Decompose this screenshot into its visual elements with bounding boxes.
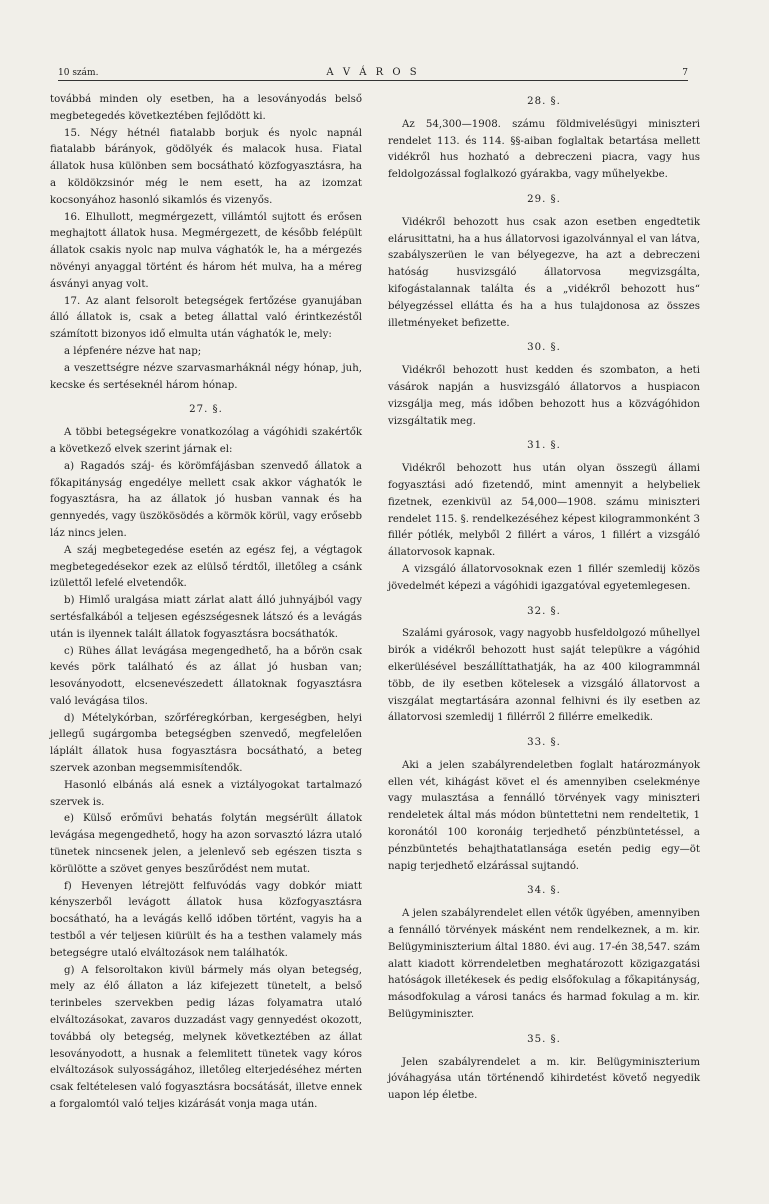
paragraph-17: 17. Az alant felsorolt betegségek fertőzése gyanujában álló állatok is, csak a beteg állattal való érintkezéstől számított bizonyos idő elmulta után vághatók le, mely:: [50, 295, 362, 341]
paragraph-33: Aki a jelen szabályrendeletben foglalt határozmányok ellen vét, kihágást követ el és amennyiben cselekménye vagy mulasztása a fennálló törvények vagy miniszteri rendeletek által más módon büntettetni nem rendeltetik, 1 koronától 100 koronáig terjedhető pénzbüntetéssel, a pénzbüntetés behajthatatlansága esetén pedig egy—öt napig terjedhető elzárással sujtandó.: [388, 759, 700, 872]
paragraph-d-2: Hasonló elbánás alá esnek a viztályogokat tartalmazó szervek is.: [50, 779, 362, 808]
left-column: [50, 92, 362, 1114]
issue-number: 10 szám.: [58, 68, 99, 78]
paragraph-31-b: A vizsgáló állatorvosoknak ezen 1 fillér szemledij közös jövedelmét képezi a vágóhidi igazgatóval egyetemlegesen.: [388, 563, 700, 592]
paragraph-16: 16. Elhullott, megmérgezett, villámtól sujtott és erősen meghajtott állatok husa. Megmérgezett, de később felépült állatok csakis nyolc nap mulva vághatók le, ha a mérgezés növényi anyaggal történt és három hét mulva, ha a méreg ásványi anyag volt.: [50, 211, 362, 290]
paragraph-a-2: A száj megbetegedése esetén az egész fej, a végtagok megbetegedésekor ezek az elülső térdtől, illetőleg a csánk izülettől lefelé elvetendők.: [50, 544, 362, 590]
paragraph-27: A többi betegségekre vonatkozólag a vágóhidi szakértők a következő elvek szerint járnak el:: [50, 427, 362, 455]
paragraph-d: d) Mételykórban, szőrféregkórban, kergeségben, helyi jellegű sugárgomba betegségben szenvedő, megfelelően láplált állatok husa fogyasztásra bocsátható, a beteg szervek azonban megsemmisítendők.: [50, 712, 362, 775]
paragraph-28: Az 54,300—1908. számu földmivelésügyi miniszteri rendelet 113. és 114. §§-aiban foglaltak betartása mellett vidékről hus hozható a debreczeni piacra, vagy hus feldolgozással foglalkozó gyárakba, vagy műhelyekbe.: [388, 118, 700, 181]
paragraph-c: c) Rühes állat levágása megengedhető, ha a bőrön csak kevés pörk található és az állat jó husban van; lesoványodott, elcsenevészedett állatoknak fogyasztásra való levágása tilos.: [50, 645, 362, 707]
paragraph-g: g) A felsoroltakon kivül bármely más olyan betegség, mely az élő állaton a láz kifejezett tünetelt, a belső terinbeles szervekben pedig lázas folyamatra utaló elváltozásokat, zavaros duzzadást vagy gennyedést okozott, továbbá oly betegség, melynek következtében az állat lesoványodott, a husnak a felemlitett tünetek vagy kóros elváltozások sulyosságához, illetőleg elterjedéséhez mérten csak feltételesen való fogyasztásra bocsátását, illetve ennek a forgalomtól való teljes kizárását vonja maga után.: [50, 964, 362, 1111]
journal-title: A V Á R O S: [326, 67, 420, 78]
page-header: [58, 62, 688, 81]
section-heading-34: 34. §.: [527, 885, 561, 897]
paragraph-17-b: a veszettségre nézve szarvasmarháknál négy hónap, juh, kecske és sertéseknél három hónap.: [50, 362, 362, 391]
section-heading-33: 33. §.: [527, 737, 561, 749]
paragraph-35: Jelen szabályrendelet a m. kir. Belügyminiszterium jóváhagyása után történendő kihirdetést követő negyedik uapon lép életbe.: [388, 1056, 700, 1102]
paragraph-a: a) Ragadós száj- és körömfájásban szenvedő állatok a főkapitányság engedélye mellett csak akkor vághatók le fogyasztásra, ha az állatok jó husban vannak és ha gennyedés, vagy üszökösödés a körmök körül, vagy erősebb láz nincs jelen.: [50, 460, 362, 539]
section-heading-31: 31. §.: [527, 440, 561, 452]
paragraph-29: Vidékről behozott hus csak azon esetben engedtetik elárusittatni, ha a hus állatorvosi igazolvánnyal el van látva, szabályszerüen le van bélyegezve, ha azt a debreczeni hatóság husvizsgáló állatorvosa megvizsgálta, kifogástalannak találta és a „vidékről behozott hus“ bélyegzéssel ellátta és ha a hus tulajdonosa az összes illetményeket befizette.: [388, 216, 700, 329]
section-heading-28: 28. §.: [527, 96, 561, 107]
paragraph-30: Vidékről behozott hust kedden és szombaton, a heti vásárok napján a husvizsgáló állatorvos a huspiacon vizsgálja meg, más időben behozott hus a közvágóhidon vizsgáltatik meg.: [388, 365, 700, 427]
section-heading-32: 32. §.: [527, 605, 561, 617]
section-heading-30: 30. §.: [527, 342, 561, 354]
page-number: 7: [682, 68, 688, 78]
paragraph-e: e) Külső erőművi behatás folytán megsérült állatok levágása megengedhető, hogy ha azon sorvasztó lázra utaló tünetek nincsenek jelen, a jelenlevő seb egészen tiszta s körülötte a szövet genyes beszűrődést nem mutat.: [50, 813, 362, 875]
paragraph-31: Vidékről behozott hus után olyan összegü állami fogyasztási adó fizetendő, mint amennyit a helybeliek fizetnek, ezenkivül az 54,000—1908. számu miniszteri rendelet 115. §. rendelkezéséhez képest kilogrammonként 3 fillér pótlék, melyből 2 fillért a város, 1 fillért a vizsgáló állatorvosok kapnak.: [388, 463, 700, 559]
right-column: [388, 92, 700, 1105]
paragraph-34: A jelen szabályrendelet ellen vétők ügyében, amennyiben a fennálló törvények másként nem rendelkeznek, a m. kir. Belügyminiszterium által 1880. évi aug. 17-én 38,547. szám alatt kiadott körrendeletben meghatározott közigazgatási hatóságok illetékesek és pedig elsőfokulag a főkapitányság, másodfokulag a városi tanács és harmad fokulag a m. kir. Belügyminiszter.: [388, 908, 700, 1021]
paragraph-continuation: továbbá minden oly esetben, ha a lesoványodás belső megbetegedés következtében fejlődött ki.: [50, 94, 362, 122]
section-heading-29: 29. §.: [527, 193, 561, 205]
paragraph-f: f) Hevenyen létrejött felfuvódás vagy dobkór miatt kényszerből levágott állatok husa közfogyasztásra bocsátható, ha a levágás kellő időben történt, vagyis ha a testből a vér teljesen kiürült és ha a testhen valamely más betegségre utaló elváltozások nem találhatók.: [50, 880, 362, 959]
paragraph-b: b) Himlő uralgása miatt zárlat alatt álló juhnyájból vagy sertésfalkából a teljesen egészségesnek látszó és a levágás után is ilyennek talált állatok fogyasztásra bocsáthatók.: [50, 595, 362, 640]
paragraph-17-a: a lépfenére nézve hat nap;: [64, 345, 202, 357]
paragraph-32: Szalámi gyárosok, vagy nagyobb husfeldolgozó műhellyel birók a vidékről behozott hust saját telepükre a vágóhid elkerülésével beszállíttathatják, ha az 400 kilogrammnál több, de ily esetben kötelesek a vizsgáló állatorvost a viszgálat megtartására azonnal felhivni és ily esetben az állatorvosi szemledij 1 fillérről 2 fillérre emelkedik.: [388, 628, 700, 724]
section-heading-27: 27. §.: [189, 404, 223, 416]
paragraph-15: 15. Négy hétnél fiatalabb borjuk és nyolc napnál fiatalabb bárányok, gödölyék és malacok husa. Fiatal állatok husa különben sem bocsátható közfogyasztásra, ha a köldökzsinór még le nem esett, ha az izomzat kocsonyához hasonló sikamlós és vizenyős.: [50, 127, 362, 206]
section-heading-35: 35. §.: [527, 1033, 561, 1045]
